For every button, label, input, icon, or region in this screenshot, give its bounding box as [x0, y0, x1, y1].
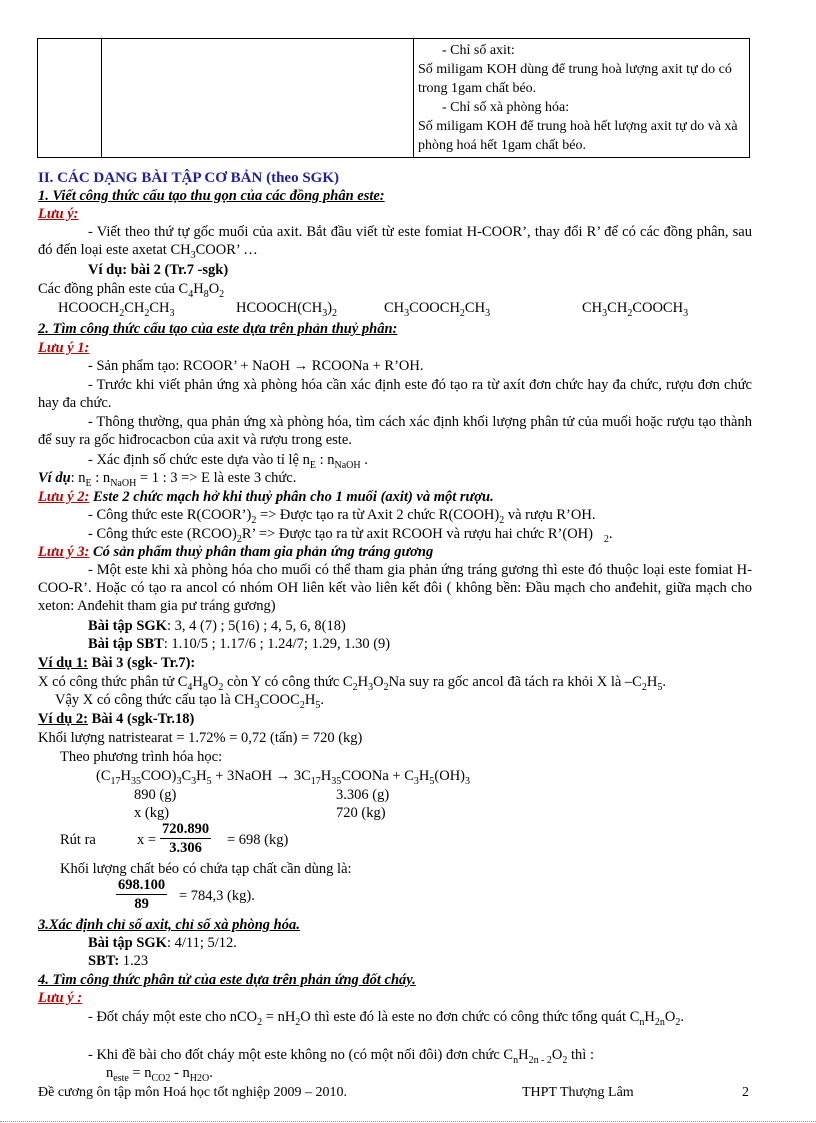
heading-4: 4. Tìm công thức phân tử của este dựa trên phản ứng đốt cháy.	[38, 972, 416, 988]
saponification-equation: $(C_{17}H_{35}COO)_3C_3H_5$ + 3NaOH → $3C_{17}H_{35}COONa + C_3H_5(OH)_3$	[96, 768, 470, 787]
example-label: Ví dụ	[38, 470, 71, 486]
heading-3: 3.Xác định chỉ số axit, chỉ số xà phòng hóa.	[38, 917, 300, 933]
derive-label: Rút ra	[60, 832, 96, 848]
note-3-text: - Một este khi xà phòng hóa cho muối có thể tham gia phản ứng tráng gương thì este đó thuộc loại este fomiat H-COO-R’. Hoặc có tạo ra ancol có nhóm OH liên kết vào liên kết đôi ( không bền: Đầu mạch cho anđehit, giữa mạch cho xeton: Anđehit tham gia pư tráng gương)	[38, 562, 752, 614]
example-2-label: Ví dụ 2:	[38, 711, 88, 727]
note-2-line-a: - Công thức este $R(COOR’)_2$ => Được tạo ra từ Axit 2 chức $R(COOH)_2$ và rượu R’OH.	[88, 507, 596, 526]
isomer-formula-4: $CH_3CH_2COOCH_3$	[582, 300, 689, 319]
exercise-sbt-label: Bài tập SBT	[88, 636, 164, 652]
example-2-line-3: Khối lượng chất béo có chứa tạp chất cần dùng là:	[60, 861, 352, 877]
bottom-divider	[0, 1121, 816, 1122]
note-1-line-2: - Trước khi viết phản ứng xà phòng hóa cần xác định este đó tạo ra từ axít đơn chức hay đa chức, rượu đơn chức hay đa chức.	[38, 377, 752, 411]
example-ratio: Ví dụ: $n_E$ : $n_{NaOH} = 1$ : 3 => E là este 3 chức.	[38, 470, 297, 489]
combustion-note-1: - Đốt cháy một este cho $nCO_2 = nH_2O$ thì este đó là este no đơn chức có công thức tổng quát $C_nH_{2n}O_2$.	[88, 1009, 684, 1028]
table-cell-empty-1	[38, 39, 102, 158]
note-1-line-1: - Sản phẩm tạo: RCOOR’ + NaOH → RCOONa + R’OH.	[88, 358, 424, 374]
fraction-2	[116, 876, 167, 913]
exercise-sgk-label: Bài tập SGK	[88, 618, 167, 634]
mass-row-2-b: 720 (kg)	[336, 805, 386, 821]
exercise-sbt-3	[88, 952, 148, 970]
note-text: - Viết theo thứ tự gốc muối của axit. Bắt đầu viết từ este fomiat H-COOR’, thay đổi R’ để có các đồng phân, sau đó đến loại este axetat $CH_3COOR$’ …	[38, 224, 752, 261]
isomer-formula-3: $CH_3COOCH_2CH_3$	[384, 300, 491, 319]
note-2-line-b: - Công thức este $(RCOO)_2R$’ => Được tạo ra từ axit RCOOH và rượu hai chức R’(OH) $_2$.	[88, 526, 613, 545]
fraction-2-numerator: 698.100	[118, 877, 166, 893]
combustion-note-2: - Khi đề bài cho đốt cháy một este không no (có một nối đôi) đơn chức $C_nH_{2n - 2}O_2$ thì :	[88, 1047, 594, 1066]
result-2: = 784,3 (kg).	[179, 888, 255, 904]
heading-1: 1. Viết công thức cấu tạo thu gọn của các đồng phân este:	[38, 188, 385, 204]
exercise-sgk-3-list: : 4/11; 5/12.	[166, 935, 237, 951]
exercise-sgk-3	[88, 934, 237, 952]
example-2-line-2: Theo phương trình hóa học:	[60, 749, 223, 765]
exercise-sbt-list: : 1.10/5 ; 1.17/6 ; 1.24/7; 1.29, 1.30 (9)	[163, 636, 391, 652]
example-ref: Ví dụ: bài 2 (Tr.7 -sgk)	[88, 262, 229, 278]
footer-title: Đề cương ôn tập môn Hoá học tốt nghiệp 2009 – 2010.	[38, 1085, 347, 1100]
saponification-index-bullet: - Chỉ số xà phòng hóa:	[442, 100, 570, 115]
note-2-label: Lưu ý 2:	[38, 489, 90, 505]
x-equals: x =	[137, 832, 157, 848]
exercise-sgk-list: : 3, 4 (7) ; 5(16) ; 4, 5, 6, 8(18)	[166, 618, 346, 634]
note-label-4: Lưu ý :	[38, 990, 83, 1006]
acid-index-def: Số miligam KOH dùng để trung hoà lượng axit tự do có trong 1gam chất béo.	[418, 62, 732, 96]
heading-2: 2. Tìm công thức cấu tạo của este dựa trên phản thuỷ phân:	[38, 321, 398, 337]
note-2-title: Este 2 chức mạch hở khi thuỷ phân cho 1 muối (axit) và một rượu.	[93, 489, 494, 505]
example-2-title: Bài 4 (sgk-Tr.18)	[87, 711, 195, 727]
isomers-intro: Các đồng phân este của $C_4H_8O_2$	[38, 281, 225, 300]
exercise-sbt-3-label: SBT:	[88, 953, 120, 969]
note-3-title: Có sản phẩm thuỷ phân tham gia phản ứng tráng gương	[93, 544, 434, 560]
fraction-1-numerator: 720.890	[162, 821, 210, 837]
exercise-sbt	[88, 635, 390, 653]
example-1-heading	[38, 654, 195, 672]
acid-index-bullet: - Chỉ số axit:	[442, 43, 515, 58]
mass-row-2-a: x (kg)	[134, 805, 170, 821]
note-3-label: Lưu ý 3:	[38, 544, 90, 560]
saponification-index-def: Số miligam KOH để trung hoà hết lượng axit tự do và xà phòng hoá hết 1gam chất béo.	[418, 119, 738, 153]
isomer-formula-2: $HCOOCH(CH_3)_2$	[236, 300, 338, 319]
note-2	[38, 488, 494, 506]
section-title: II. CÁC DẠNG BÀI TẬP CƠ BẢN (theo SGK)	[38, 170, 339, 186]
note-label: Lưu ý:	[38, 206, 79, 222]
example-1-label: Ví dụ 1:	[38, 655, 88, 671]
mass-row-1-a: 890 (g)	[134, 787, 177, 803]
combustion-note-3: $n_{este} = n_{CO2} - n_{H2O}$.	[106, 1065, 213, 1084]
fraction-1-denominator: 3.306	[169, 840, 202, 856]
note-1-line-4: - Xác định số chức este dựa vào tỉ lệ $n_E$ : $n_{NaOH}$ .	[88, 452, 368, 471]
table-cell-definitions	[414, 39, 750, 158]
page-number: 2	[742, 1085, 749, 1100]
exercise-sbt-3-list: 1.23	[119, 953, 149, 969]
note-1-label: Lưu ý 1:	[38, 340, 90, 356]
example-1-title: Bài 3 (sgk- Tr.7):	[87, 655, 196, 671]
example-2-line-1: Khối lượng natristearat = 1.72% = 0,72 (tấn) = 720 (kg)	[38, 730, 363, 746]
result-1: = 698 (kg)	[227, 832, 289, 848]
isomer-formula-1: $HCOOCH_2CH_2CH_3$	[58, 300, 175, 319]
mass-row-1-b: 3.306 (g)	[336, 787, 390, 803]
footer-school: THPT Thượng Lâm	[522, 1085, 634, 1100]
note-3	[38, 543, 433, 561]
example-1-line-1: X có công thức phân tử $C_4H_8O_2$ còn Y có công thức $C_2H_3O_2Na$ suy ra gốc ancol đã tách ra khỏi X là $-C_2H_5$.	[38, 674, 666, 693]
example-2-heading	[38, 710, 194, 728]
note-1-line-3: - Thông thường, qua phản ứng xà phòng hóa, tìm cách xác định khối lượng phân tử của muối hoặc rượu tạo thành để suy ra gốc hiđrocacbon của axit và rượu trong este.	[38, 414, 752, 448]
fraction-1	[160, 820, 211, 857]
example-1-line-2: Vậy X có công thức cấu tạo là $CH_3COOC_2H_5$.	[55, 692, 324, 711]
fraction-2-denominator: 89	[134, 896, 149, 912]
property-table	[37, 38, 750, 158]
table-cell-empty-2	[102, 39, 414, 158]
exercise-sgk	[88, 617, 346, 635]
exercise-sgk-3-label: Bài tập SGK	[88, 935, 167, 951]
